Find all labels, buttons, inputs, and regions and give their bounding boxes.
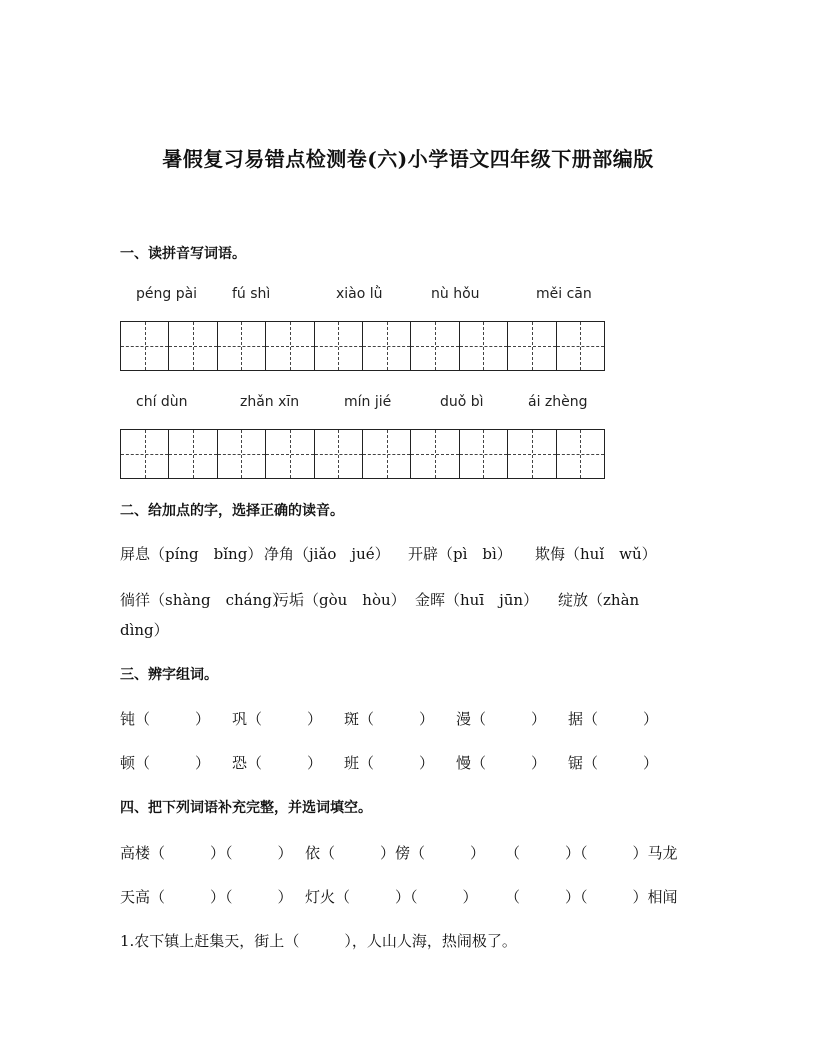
idiom-fill-item[interactable]: （ ）（ ）马龙	[505, 844, 678, 862]
char-compare-item[interactable]: 顿（ ）	[120, 754, 211, 772]
writing-grid-row-2[interactable]	[120, 429, 614, 479]
grid-cell[interactable]	[459, 321, 508, 371]
grid-cell[interactable]	[168, 429, 217, 479]
pinyin-2-1: chí dùn	[136, 394, 188, 410]
grid-cell[interactable]	[265, 321, 314, 371]
grid-cell[interactable]	[168, 321, 217, 371]
pinyin-2-3: mín jié	[344, 394, 392, 410]
pinyin-2-5: ái zhèng	[528, 394, 588, 410]
grid-cell[interactable]	[120, 321, 169, 371]
pinyin-1-4: nù hǒu	[431, 286, 480, 302]
section-3-heading: 三、辨字组词。	[120, 667, 218, 683]
page-title: 暑假复习易错点检测卷(六)小学语文四年级下册部编版	[162, 147, 654, 171]
fill-question-1[interactable]: 1.农下镇上赶集天，街上（ ），人山人海，热闹极了。	[120, 932, 517, 950]
reading-item: 屏息（píng bǐng）	[120, 545, 263, 563]
char-compare-item[interactable]: 恐（ ）	[232, 754, 323, 772]
idiom-fill-item[interactable]: 天高（ ）（ ）	[120, 888, 293, 906]
pinyin-1-2: fú shì	[232, 286, 271, 302]
char-compare-item[interactable]: 锯（ ）	[568, 754, 659, 772]
idiom-fill-item[interactable]: 灯火（ ）（ ）	[305, 888, 478, 906]
section-1-heading: 一、读拼音写词语。	[120, 246, 246, 262]
grid-cell[interactable]	[217, 321, 266, 371]
pinyin-2-2: zhǎn xīn	[240, 394, 300, 410]
grid-cell[interactable]	[507, 429, 556, 479]
pinyin-1-5: měi cān	[536, 286, 592, 302]
pinyin-1-1: péng pài	[136, 286, 198, 302]
char-compare-item[interactable]: 慢（ ）	[456, 754, 547, 772]
char-compare-item[interactable]: 班（ ）	[344, 754, 435, 772]
grid-cell[interactable]	[120, 429, 169, 479]
char-compare-item[interactable]: 巩（ ）	[232, 710, 323, 728]
reading-item: 金晖（huī jūn）	[415, 591, 539, 609]
grid-cell[interactable]	[217, 429, 266, 479]
reading-item: 污垢（gòu hòu）	[274, 591, 406, 609]
char-compare-item[interactable]: 钝（ ）	[120, 710, 211, 728]
grid-cell[interactable]	[410, 429, 459, 479]
grid-cell[interactable]	[314, 321, 363, 371]
pinyin-2-4: duǒ bì	[440, 394, 484, 410]
grid-cell[interactable]	[459, 429, 508, 479]
char-compare-item[interactable]: 据（ ）	[568, 710, 659, 728]
reading-item: 绽放（zhàn	[558, 591, 640, 609]
reading-item: 开辟（pì bì）	[408, 545, 512, 563]
idiom-fill-item[interactable]: （ ）（ ）相闻	[505, 888, 678, 906]
grid-cell[interactable]	[362, 429, 411, 479]
grid-cell[interactable]	[556, 429, 605, 479]
char-compare-item[interactable]: 漫（ ）	[456, 710, 547, 728]
idiom-fill-item[interactable]: 高楼（ ）（ ）	[120, 844, 293, 862]
grid-cell[interactable]	[507, 321, 556, 371]
reading-item: 欺侮（huǐ wǔ）	[535, 545, 657, 563]
grid-cell[interactable]	[314, 429, 363, 479]
grid-cell[interactable]	[362, 321, 411, 371]
reading-item: 徜徉（shàng cháng）	[120, 591, 287, 609]
section-2-heading: 二、给加点的字，选择正确的读音。	[120, 503, 344, 519]
grid-cell[interactable]	[556, 321, 605, 371]
grid-cell[interactable]	[265, 429, 314, 479]
reading-item: 净角（jiǎo jué）	[264, 545, 390, 563]
char-compare-item[interactable]: 斑（ ）	[344, 710, 435, 728]
idiom-fill-item[interactable]: 依（ ）傍（ ）	[305, 844, 486, 862]
grid-cell[interactable]	[410, 321, 459, 371]
section-4-heading: 四、把下列词语补充完整，并选词填空。	[120, 800, 372, 816]
pinyin-1-3: xiào lǜ	[336, 286, 383, 302]
writing-grid-row-1[interactable]	[120, 321, 614, 371]
reading-item-wrap: dìng）	[120, 621, 169, 639]
